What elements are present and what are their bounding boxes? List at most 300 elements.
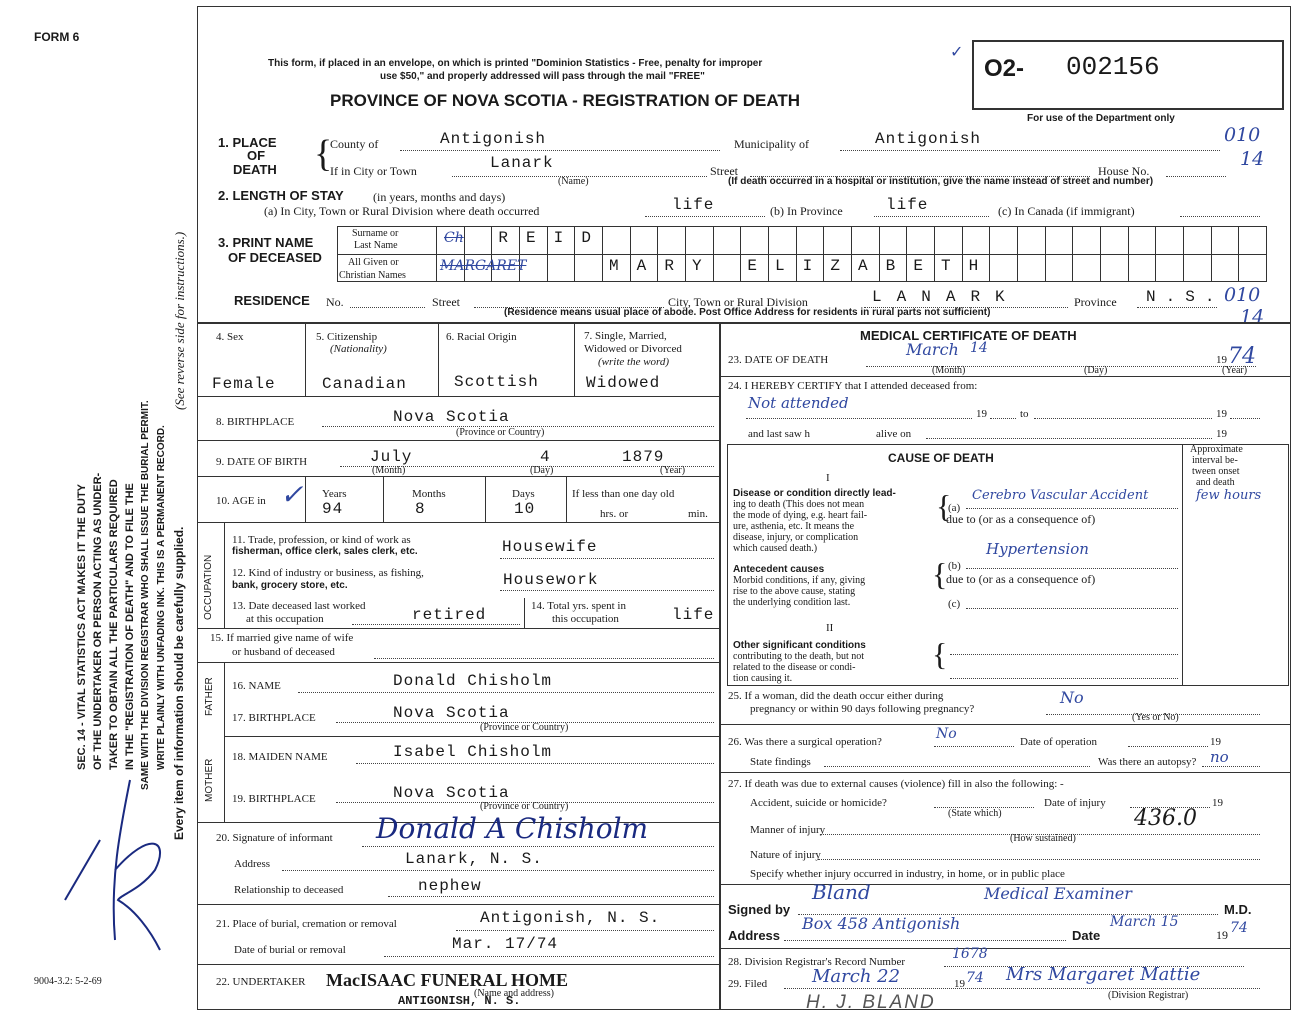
interval-1: Approximate bbox=[1190, 444, 1243, 455]
other-label-3: related to the disease or condi- bbox=[733, 662, 856, 673]
dob-year-sub: (Year) bbox=[660, 465, 686, 476]
q26-line bbox=[934, 746, 1014, 747]
q26-findings-label: State findings bbox=[750, 756, 811, 768]
date-label: Date bbox=[1072, 928, 1101, 943]
certify-line-3 bbox=[1034, 418, 1212, 419]
q26-value: No bbox=[936, 726, 957, 742]
residence-no-label: No. bbox=[326, 295, 344, 309]
burial-date: Mar. 17/74 bbox=[452, 935, 559, 953]
stay-a-line bbox=[645, 216, 765, 217]
q29-stamp: H. J. BLAND bbox=[806, 992, 936, 1013]
medical-header: MEDICAL CERTIFICATE OF DEATH bbox=[860, 328, 1077, 343]
signed-value: Bland bbox=[812, 880, 871, 904]
hrs-label: hrs. or bbox=[600, 508, 629, 520]
name-cell bbox=[519, 226, 548, 254]
row-10-bottom bbox=[198, 522, 719, 523]
row-occ-bottom bbox=[198, 628, 719, 629]
undertaker-city: ANTIGONISH, N. S. bbox=[398, 994, 521, 1008]
name-cell bbox=[464, 226, 493, 254]
occ-14-div bbox=[524, 598, 525, 628]
years-spent-value: life bbox=[672, 606, 715, 624]
q26-label: 26. Was there a surgical operation? bbox=[728, 736, 882, 748]
side-text-8: (See reverse side for instructions.) bbox=[172, 231, 187, 410]
citizenship-sub: (Nationality) bbox=[330, 343, 387, 355]
stay-c-label: (c) In Canada (if immigrant) bbox=[998, 204, 1135, 218]
row-23-bottom bbox=[721, 376, 1291, 377]
q27-label: 27. If death was due to external causes (violence) fill in also the following: - bbox=[728, 778, 1064, 790]
name-cell bbox=[1238, 254, 1267, 282]
cause-b-line bbox=[966, 568, 1178, 569]
dod-year-prefix: 19 bbox=[1216, 354, 1227, 366]
years-label: Years bbox=[322, 488, 347, 500]
months-value: 8 bbox=[415, 500, 426, 518]
place-brace: { bbox=[314, 133, 333, 175]
name-letter: H bbox=[968, 257, 979, 275]
given-label-1: All Given or bbox=[348, 257, 399, 268]
age-div-4 bbox=[566, 476, 567, 522]
name-letter: I bbox=[553, 229, 564, 247]
mother-side-label: MOTHER bbox=[204, 758, 215, 802]
name-cell bbox=[934, 226, 963, 254]
name-cell bbox=[851, 254, 880, 282]
q27-nature-line bbox=[818, 859, 1260, 860]
house-line bbox=[1166, 176, 1226, 177]
q29-year: 74 bbox=[966, 970, 984, 986]
age-div-2 bbox=[383, 476, 384, 522]
given-struck: MARGARET bbox=[440, 258, 527, 274]
name-cell bbox=[1100, 254, 1129, 282]
cause-a-interval: few hours bbox=[1196, 488, 1262, 503]
dod-day: 14 bbox=[970, 340, 988, 356]
house-label: House No. bbox=[1098, 164, 1150, 178]
cause-header: CAUSE OF DEATH bbox=[888, 451, 994, 465]
mother-sub: (Province or Country) bbox=[480, 801, 569, 812]
dueto-1: due to (or as a consequence of) bbox=[946, 512, 1096, 526]
name-cell bbox=[823, 254, 852, 282]
name-cell bbox=[962, 226, 991, 254]
other-label-4: tion causing it. bbox=[733, 673, 793, 684]
antecedent-label-1: Antecedent causes bbox=[733, 564, 825, 575]
given-label-2: Christian Names bbox=[339, 270, 406, 281]
name-cell bbox=[602, 226, 631, 254]
code-4: 14 bbox=[1240, 306, 1265, 328]
occupation-side-label: OCCUPATION bbox=[203, 554, 214, 620]
informant-address: Lanark, N. S. bbox=[405, 850, 543, 868]
date-year: 74 bbox=[1230, 920, 1248, 936]
name-cell bbox=[685, 254, 714, 282]
alive-line bbox=[926, 438, 1212, 439]
county-label: County of bbox=[330, 137, 379, 151]
name-cell bbox=[823, 226, 852, 254]
street-label: Street bbox=[710, 164, 738, 178]
years-spent-label-2: this occupation bbox=[552, 613, 619, 625]
q26-19: 19 bbox=[1210, 736, 1221, 748]
row-25-bottom bbox=[721, 724, 1291, 725]
row-26-bottom bbox=[721, 772, 1291, 773]
row-8-bottom bbox=[198, 440, 719, 441]
certify-to: to bbox=[1020, 408, 1029, 420]
q25-label-1: 25. If a woman, did the death occur either during bbox=[728, 690, 944, 702]
direct-label-2: ing to death (This does not mean bbox=[733, 499, 865, 510]
name-cell bbox=[796, 226, 825, 254]
dob-year: 1879 bbox=[622, 448, 665, 466]
relationship-value: nephew bbox=[418, 877, 482, 895]
stay-a-label: (a) In City, Town or Rural Division where death occurred bbox=[264, 204, 540, 218]
direct-label-4: ure, asthenia, etc. It means the bbox=[733, 521, 855, 532]
name-cell bbox=[879, 226, 908, 254]
burial-date-label: Date of burial or removal bbox=[234, 944, 346, 956]
antecedent-label-2: Morbid conditions, if any, giving bbox=[733, 575, 866, 586]
name-cell bbox=[1238, 226, 1267, 254]
marital-label-2: Widowed or Divorced bbox=[584, 343, 682, 355]
q26-autopsy-label: Was there an autopsy? bbox=[1098, 756, 1197, 768]
city-name-sub: (Name) bbox=[558, 176, 589, 187]
q29-registrar-sub: (Division Registrar) bbox=[1108, 990, 1189, 1001]
industry-label-1: 12. Kind of industry or business, as fishing, bbox=[232, 567, 424, 579]
lastsaw-label: and last saw h bbox=[748, 428, 811, 440]
dod-year-sub: (Year) bbox=[1222, 365, 1248, 376]
cause-c-line bbox=[966, 608, 1178, 609]
side-text-3: TAKER TO OBTAIN ALL THE PARTICULARS REQUIRED bbox=[108, 479, 120, 770]
lastworked-line bbox=[352, 624, 520, 625]
name-cell bbox=[906, 254, 935, 282]
name-cell bbox=[713, 254, 742, 282]
name-cell bbox=[630, 226, 659, 254]
other-label-2: contributing to the death, but not bbox=[733, 651, 865, 662]
other-line-1 bbox=[950, 654, 1178, 655]
county-line bbox=[400, 150, 720, 151]
q29-value: March 22 bbox=[812, 966, 901, 987]
stay-b-label: (b) In Province bbox=[770, 204, 843, 218]
dob-label: 9. DATE OF BIRTH bbox=[216, 456, 308, 468]
div-5-6 bbox=[438, 324, 439, 396]
direct-label-1: Disease or condition directly lead- bbox=[733, 488, 896, 499]
date-year-prefix: 19 bbox=[1216, 928, 1228, 942]
father-birthplace-label: 17. BIRTHPLACE bbox=[232, 712, 316, 724]
name-letter: E bbox=[747, 257, 757, 275]
signed-extra: Medical Examiner bbox=[984, 884, 1132, 903]
residence-province-line bbox=[1137, 307, 1217, 308]
cause-roman-1: I bbox=[826, 472, 830, 484]
cause-a-line bbox=[966, 508, 1178, 509]
name-label-2: OF DECEASED bbox=[228, 250, 322, 265]
address-line bbox=[784, 940, 1066, 941]
name-cell bbox=[1211, 226, 1240, 254]
name-cell bbox=[547, 226, 576, 254]
side-text-4: IN THE "REGISTRATION OF DEATH" AND TO FILE THE bbox=[124, 483, 136, 770]
surname-label-1: Surname or bbox=[352, 228, 399, 239]
row-father-bottom bbox=[224, 736, 719, 737]
age-div-1 bbox=[305, 476, 306, 522]
q26-date-label: Date of operation bbox=[1020, 736, 1097, 748]
trade-line bbox=[500, 558, 714, 559]
q27-19: 19 bbox=[1212, 797, 1223, 809]
stay-label: 2. LENGTH OF STAY bbox=[218, 188, 344, 203]
place-label-3: DEATH bbox=[233, 162, 277, 177]
row-4-bottom bbox=[198, 396, 719, 397]
trade-value: Housewife bbox=[502, 538, 598, 556]
surname-cells bbox=[436, 226, 1266, 254]
q27-code: 436.0 bbox=[1134, 806, 1197, 831]
days-label: Days bbox=[512, 488, 535, 500]
residence-letter: N bbox=[921, 288, 946, 306]
q28-label: 28. Division Registrar's Record Number bbox=[728, 956, 906, 968]
cause-a-value: Cerebro Vascular Accident bbox=[972, 488, 1149, 503]
cause-b-value: Hypertension bbox=[986, 540, 1089, 558]
q26-date-line bbox=[1128, 746, 1208, 747]
name-cell bbox=[740, 226, 769, 254]
name-cell bbox=[1128, 254, 1157, 282]
code-2: 14 bbox=[1240, 148, 1265, 170]
alive-label: alive on bbox=[876, 428, 912, 440]
years-spent-label-1: 14. Total yrs. spent in bbox=[531, 600, 626, 612]
certify-19-a: 19 bbox=[976, 408, 987, 420]
certify-line-1 bbox=[746, 418, 972, 419]
residence-city-label: City, Town or Rural Division bbox=[668, 295, 808, 309]
name-cell bbox=[657, 254, 686, 282]
burial-date-line bbox=[384, 956, 714, 957]
marital-value: Widowed bbox=[586, 374, 661, 392]
name-cell bbox=[796, 254, 825, 282]
father-name-line bbox=[298, 692, 714, 693]
dob-day-sub: (Day) bbox=[530, 465, 554, 476]
name-cell bbox=[1155, 226, 1184, 254]
alive-19: 19 bbox=[1216, 428, 1227, 440]
side-text-5: SAME WITH THE DIVISION REGISTRAR WHO SHALL ISSUE THE BURIAL PERMIT. bbox=[140, 400, 151, 790]
form-id: FORM 6 bbox=[34, 30, 80, 44]
name-cell bbox=[1183, 254, 1212, 282]
stay-c-line bbox=[1180, 216, 1260, 217]
q27-accident-label: Accident, suicide or homicide? bbox=[750, 797, 887, 809]
dod-day-sub: (Day) bbox=[1084, 365, 1108, 376]
surname-struck: Ch bbox=[444, 230, 464, 246]
interval-4: and death bbox=[1196, 477, 1235, 488]
residence-label: RESIDENCE bbox=[234, 293, 310, 308]
q29-label: 29. Filed bbox=[728, 978, 768, 990]
cause-interval-div bbox=[1182, 444, 1183, 686]
side-text-1: SEC. 14 - VITAL STATISTICS ACT MAKES IT THE DUTY bbox=[76, 483, 88, 770]
dept-use-label: For use of the Department only bbox=[1027, 113, 1175, 124]
name-cell bbox=[713, 226, 742, 254]
residence-note: (Residence means usual place of abode. Post Office Address for residents in rural parts not sufficient) bbox=[504, 307, 991, 318]
age-tick: ✓ bbox=[280, 478, 304, 511]
form-code: 9004-3.2: 5-2-69 bbox=[34, 976, 102, 987]
dod-year: 74 bbox=[1228, 344, 1256, 369]
name-cell bbox=[491, 226, 520, 254]
name-cell bbox=[685, 226, 714, 254]
name-cell bbox=[1128, 226, 1157, 254]
surname-label-2: Last Name bbox=[354, 240, 398, 251]
name-cell bbox=[962, 254, 991, 282]
name-cell bbox=[574, 254, 603, 282]
mother-birthplace-label: 19. BIRTHPLACE bbox=[232, 793, 316, 805]
lessday-label: If less than one day old bbox=[572, 488, 675, 500]
registration-number: 002156 bbox=[1066, 52, 1160, 82]
residence-letter: L bbox=[872, 288, 897, 306]
informant-address-line bbox=[282, 870, 714, 871]
undertaker-label: 22. UNDERTAKER bbox=[216, 976, 306, 988]
spouse-label-1: 15. If married give name of wife bbox=[210, 632, 354, 644]
other-line-2 bbox=[950, 678, 1178, 679]
residence-letter: A bbox=[945, 288, 971, 306]
age-label: 10. AGE in bbox=[216, 495, 266, 507]
spouse-label-2: or husband of deceased bbox=[232, 646, 335, 658]
name-cell bbox=[989, 254, 1018, 282]
q27-nature-label: Nature of injury bbox=[750, 849, 821, 861]
residence-letter: S bbox=[1185, 288, 1205, 306]
dod-month: March bbox=[906, 340, 959, 359]
municipality-value: Antigonish bbox=[875, 130, 982, 148]
father-birthplace: Nova Scotia bbox=[393, 704, 510, 722]
city-value: Lanark bbox=[490, 154, 554, 172]
md-label: M.D. bbox=[1224, 902, 1252, 917]
q26-autopsy: no bbox=[1210, 748, 1229, 766]
div-4-5 bbox=[305, 324, 306, 396]
q27-injury-date-label: Date of injury bbox=[1044, 797, 1106, 809]
residence-letter: N bbox=[1146, 288, 1166, 306]
name-cell bbox=[740, 254, 769, 282]
residence-province-label: Province bbox=[1074, 295, 1117, 309]
name-cell bbox=[1183, 226, 1212, 254]
signed-label: Signed by bbox=[728, 902, 791, 917]
birthplace-value: Nova Scotia bbox=[393, 408, 510, 426]
birthplace-label: 8. BIRTHPLACE bbox=[216, 416, 295, 428]
address-label: Address bbox=[728, 928, 781, 943]
residence-letter: . bbox=[1165, 288, 1186, 306]
certify-line-4 bbox=[1230, 418, 1260, 419]
father-name-label: 16. NAME bbox=[232, 680, 281, 692]
interval-2: interval be- bbox=[1192, 455, 1238, 466]
mother-maiden-line bbox=[356, 763, 714, 764]
name-letter: M bbox=[609, 257, 619, 275]
certify-label: 24. I HEREBY CERTIFY that I attended deceased from: bbox=[728, 380, 978, 392]
row-20-bottom bbox=[198, 904, 719, 905]
informant-signature: Donald A Chisholm bbox=[376, 812, 649, 845]
residence-city-value bbox=[872, 288, 1020, 306]
industry-value: Housework bbox=[503, 571, 599, 589]
dod-line bbox=[866, 366, 1256, 367]
undertaker-sub: (Name and address) bbox=[474, 988, 554, 999]
place-label-1: 1. PLACE bbox=[218, 135, 277, 150]
q26-autopsy-line bbox=[1202, 766, 1260, 767]
informant-sig-line bbox=[362, 846, 714, 847]
certify-value: Not attended bbox=[748, 394, 849, 412]
days-value: 10 bbox=[514, 500, 536, 518]
municipality-line bbox=[840, 150, 1220, 151]
row-15-bottom bbox=[198, 662, 719, 663]
name-cell bbox=[1211, 254, 1240, 282]
name-cell bbox=[1045, 226, 1074, 254]
mother-maiden: Isabel Chisholm bbox=[393, 743, 553, 761]
name-cell bbox=[1017, 254, 1046, 282]
name-cell bbox=[602, 254, 631, 282]
other-label-1: Other significant conditions bbox=[733, 640, 866, 651]
dob-month-sub: (Month) bbox=[372, 465, 406, 476]
name-letter: D bbox=[581, 229, 591, 247]
stay-b-value: life bbox=[886, 196, 929, 214]
residence-province-value bbox=[1146, 288, 1224, 306]
envelope-notice-2: use $50," and properly addressed will pass through the mail "FREE" bbox=[380, 71, 705, 82]
name-cell bbox=[1072, 226, 1101, 254]
code-1: 010 bbox=[1224, 124, 1261, 146]
q29-registrar: Mrs Margaret Mattie bbox=[1006, 964, 1201, 985]
certify-19-b: 19 bbox=[1216, 408, 1227, 420]
other-brace: { bbox=[932, 636, 948, 672]
marital-label-3: (write the word) bbox=[598, 356, 670, 368]
code-3: 010 bbox=[1224, 284, 1261, 306]
burial-place-label: 21. Place of burial, cremation or removal bbox=[216, 918, 397, 930]
grid-top bbox=[198, 322, 1291, 324]
name-cell bbox=[547, 254, 576, 282]
name-cell bbox=[1017, 226, 1046, 254]
cause-b-brace: { bbox=[932, 556, 948, 592]
cause-c-label: (c) bbox=[948, 598, 961, 610]
registrar-initial-mark bbox=[60, 770, 180, 960]
row-21-bottom bbox=[198, 964, 719, 965]
months-label: Months bbox=[412, 488, 446, 500]
parents-side-div bbox=[224, 662, 225, 822]
name-cell bbox=[1072, 254, 1101, 282]
direct-label-6: which caused death.) bbox=[733, 543, 818, 554]
grid-middle bbox=[719, 322, 721, 1010]
name-letter: E bbox=[526, 229, 536, 247]
spouse-line bbox=[374, 658, 714, 659]
trade-label-2: fisherman, office clerk, sales clerk, etc. bbox=[232, 546, 418, 557]
name-letter: Z bbox=[830, 257, 840, 275]
name-cell bbox=[630, 254, 659, 282]
stay-a-value: life bbox=[672, 196, 715, 214]
q25-value: No bbox=[1060, 688, 1084, 707]
burial-place-line bbox=[456, 930, 714, 931]
date-value: March 15 bbox=[1110, 914, 1179, 930]
cause-roman-2: II bbox=[826, 622, 834, 634]
municipality-label: Municipality of bbox=[734, 137, 809, 151]
name-cell bbox=[879, 254, 908, 282]
name-letter: A bbox=[636, 257, 647, 275]
name-letter: T bbox=[941, 257, 951, 275]
undertaker-name: MacISAAC FUNERAL HOME bbox=[326, 970, 568, 990]
certify-line-2 bbox=[990, 418, 1016, 419]
name-letter: E bbox=[913, 257, 923, 275]
name-letter: Y bbox=[692, 257, 702, 275]
trade-label-1: 11. Trade, profession, or kind of work as bbox=[232, 534, 411, 546]
mother-birthplace: Nova Scotia bbox=[393, 784, 510, 802]
residence-letter: . bbox=[1204, 288, 1225, 306]
relationship-label: Relationship to deceased bbox=[234, 884, 344, 896]
name-letter: R bbox=[664, 257, 674, 275]
registration-box bbox=[972, 40, 1284, 110]
interval-3: tween onset bbox=[1192, 466, 1240, 477]
name-cell bbox=[768, 226, 797, 254]
cause-a-label: (a) bbox=[948, 502, 961, 514]
residence-letter: K bbox=[995, 288, 1020, 306]
div-6-7 bbox=[574, 324, 575, 396]
q28-value: 1678 bbox=[952, 946, 988, 962]
birthplace-sub: (Province or Country) bbox=[456, 427, 545, 438]
form-title: PROVINCE OF NOVA SCOTIA - REGISTRATION OF DEATH bbox=[330, 91, 801, 110]
name-letter: R bbox=[498, 229, 508, 247]
informant-sig-label: 20. Signature of informant bbox=[216, 832, 333, 844]
antecedent-label-4: the underlying condition last. bbox=[733, 597, 851, 608]
side-text-2: OF THE UNDERTAKER OR PERSON ACTING AS UNDER- bbox=[92, 472, 104, 770]
q27-state-label: (State which) bbox=[948, 808, 1002, 819]
racial-label: 6. Racial Origin bbox=[446, 331, 517, 343]
side-text-6: WRITE PLAINLY WITH UNFADING INK. THIS IS A PERMANENT RECORD. bbox=[156, 425, 167, 770]
address-value: Box 458 Antigonish bbox=[802, 914, 961, 933]
name-label-1: 3. PRINT NAME bbox=[218, 235, 314, 250]
q27-how-label: (How sustained) bbox=[1010, 833, 1076, 844]
burial-place: Antigonish, N. S. bbox=[480, 909, 661, 927]
